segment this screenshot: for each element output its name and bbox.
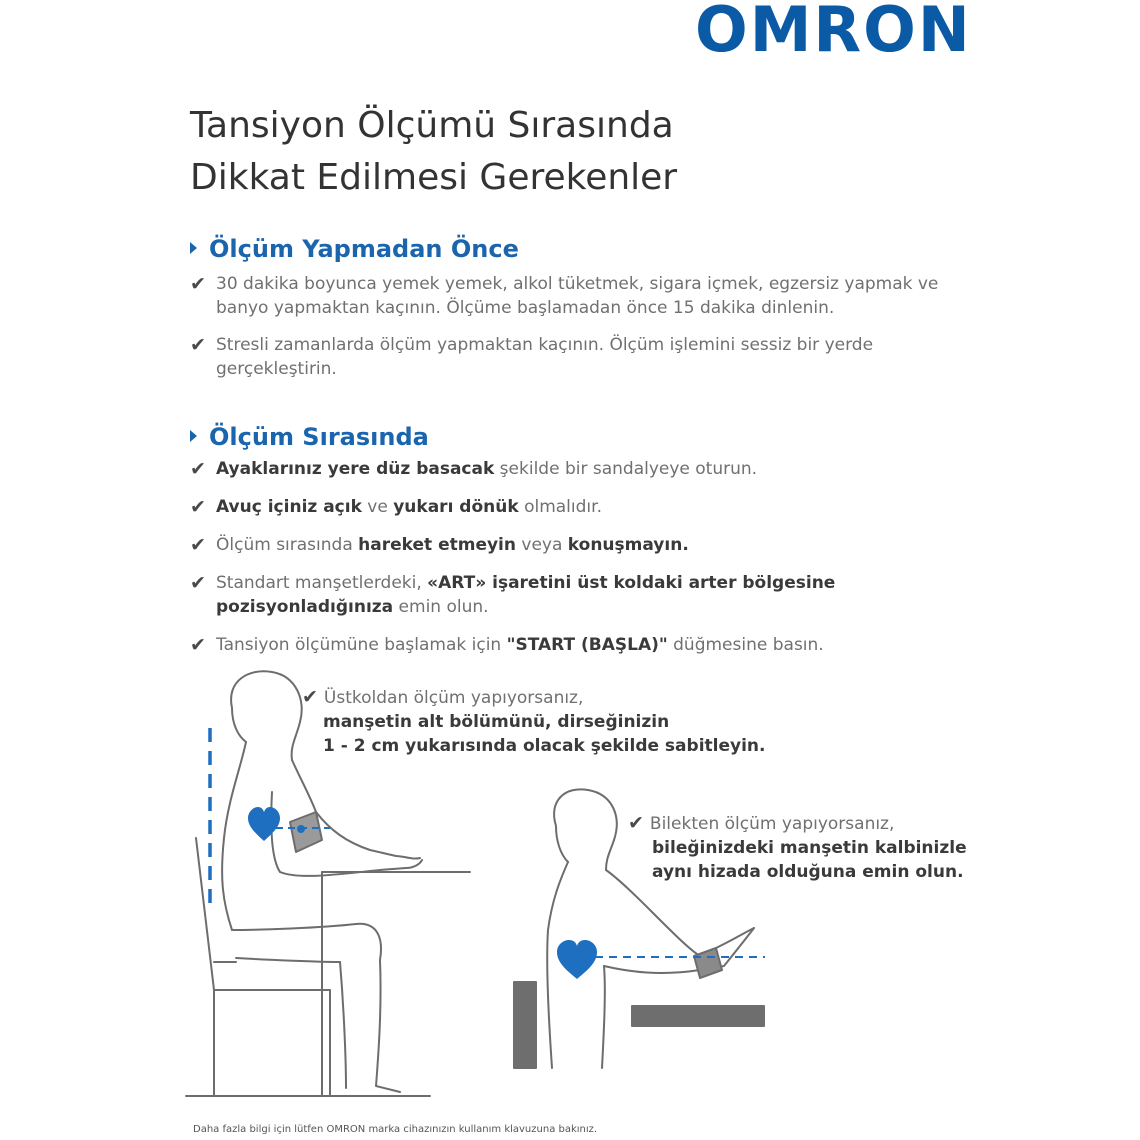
list-item: ✔ Stresli zamanlarda ölçüm yapmaktan kaçının. Ölçüm işlemini sessiz bir yerde gerçekleştirin.: [190, 334, 874, 379]
heart-icon: [557, 940, 597, 979]
list-item: ✔ Avuç içiniz açık ve yukarı dönük olmalıdır.: [190, 496, 602, 518]
check-icon: ✔: [190, 458, 206, 480]
title-line-1: Tansiyon Ölçümü Sırasında: [190, 105, 674, 146]
check-icon: ✔: [302, 686, 318, 708]
check-icon: ✔: [190, 496, 206, 518]
check-icon: ✔: [190, 273, 206, 295]
list-item: ✔ Tansiyon ölçümüne başlamak için "START (BAŞLA)" düğmesine basın.: [190, 634, 824, 656]
check-icon: ✔: [190, 634, 206, 656]
title-line-2: Dikkat Edilmesi Gerekenler: [190, 157, 678, 198]
check-icon: ✔: [190, 572, 206, 594]
check-icon: ✔: [190, 334, 206, 356]
check-icon: ✔: [628, 812, 644, 834]
wrist-note: ✔ Bilekten ölçüm yapıyorsanız, bileğinizdeki manşetin kalbinizle aynı hizada olduğuna emin olun.: [628, 812, 967, 882]
list-item: ✔ Ayaklarınız yere düz basacak şekilde bir sandalyeye oturun.: [190, 458, 758, 480]
list-item: ✔ 30 dakika boyunca yemek yemek, alkol tüketmek, sigara içmek, egzersiz yapmak ve banyo yapmaktan kaçının. Ölçüme başlamadan önce 15 dakika dinlenin.: [190, 273, 939, 318]
upper-arm-note: ✔ Üstkoldan ölçüm yapıyorsanız, manşetin alt bölümünü, dirseğinizin 1 - 2 cm yukarısında olacak şekilde sabitleyin.: [302, 686, 766, 756]
section-heading-before: Ölçüm Yapmadan Önce: [190, 234, 519, 264]
section-heading-during: Ölçüm Sırasında: [190, 422, 429, 452]
list-item: ✔ Standart manşetlerdeki, «ART» işaretini üst koldaki arter bölgesine pozisyonladığınıza emin olun.: [190, 572, 836, 617]
footer-note: Daha fazla bilgi için lütfen OMRON marka cihazınızın kullanım klavuzuna bakınız.: [193, 1124, 598, 1135]
check-icon: ✔: [190, 534, 206, 556]
list-item: ✔ Ölçüm sırasında hareket etmeyin veya konuşmayın.: [190, 534, 689, 556]
omron-logo: OMRON: [695, 0, 972, 66]
heart-icon: [248, 807, 280, 841]
